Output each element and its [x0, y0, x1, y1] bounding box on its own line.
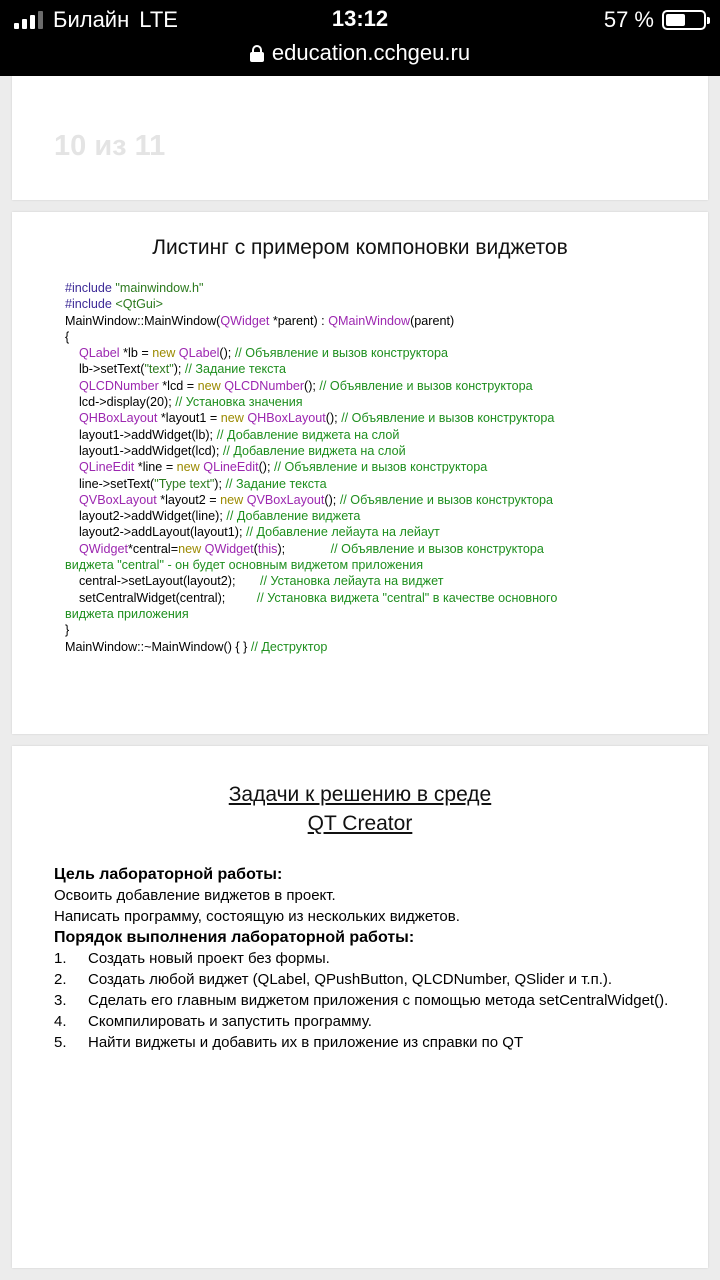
code-token: // Установка лейаута на виджет — [259, 574, 444, 589]
slide-code-listing — [12, 212, 708, 734]
code-token: new — [220, 492, 247, 507]
status-right — [604, 6, 706, 34]
code-token: lcd->display(20); — [65, 395, 176, 410]
code-token: // Объявление и вызов конструктора — [319, 378, 533, 393]
code-token: // Объявление и вызов конструктора — [288, 541, 544, 556]
code-token: this — [257, 541, 278, 556]
code-token: // Добавление лейаута на лейаут — [245, 525, 440, 540]
step-item — [54, 969, 674, 990]
code-token: QMainWindow — [328, 313, 411, 328]
code-token: layout1->addWidget(lcd); — [65, 443, 223, 458]
code-token: lb->setText( — [65, 362, 145, 377]
code-token: виджета приложения — [65, 606, 189, 621]
code-line — [65, 508, 665, 524]
code-token: // Добавление виджета на слой — [222, 443, 406, 458]
url-text[interactable]: education.cchgeu.ru — [271, 40, 471, 65]
step-text: Создать новый проект без формы. — [88, 950, 330, 967]
step-item — [54, 1011, 674, 1032]
listing-title: Листинг с примером компоновки виджетов — [152, 236, 568, 259]
code-line — [65, 280, 665, 296]
code-token: // Установка виджета "central" в качестве основного — [256, 590, 558, 605]
code-token: "Type text" — [154, 476, 215, 491]
step-number: 1. — [54, 950, 67, 967]
code-token: ); — [277, 541, 289, 556]
code-token — [65, 346, 79, 360]
step-text: Скомпилировать и запустить программу. — [88, 1013, 372, 1030]
goal-line: Освоить добавление виджетов в проект. — [54, 887, 336, 904]
code-line — [65, 410, 665, 426]
code-token: QWidget — [204, 541, 254, 556]
step-item — [54, 990, 674, 1011]
goal-line: Написать программу, состоящую из нескольких виджетов. — [54, 908, 460, 925]
code-token: // Задание текста — [225, 476, 327, 491]
slide-tasks — [12, 746, 708, 1268]
code-token: // Установка значения — [175, 395, 303, 410]
code-token — [65, 379, 79, 393]
battery-icon — [662, 10, 706, 30]
code-listing — [65, 280, 665, 655]
code-token: new — [178, 541, 205, 556]
code-token: *layout1 = — [157, 411, 221, 426]
code-token: (); — [219, 346, 235, 361]
battery-percent: 57 % — [603, 7, 654, 32]
code-line — [65, 361, 665, 377]
code-line — [65, 541, 665, 557]
steps-list — [54, 948, 674, 1053]
code-line — [65, 394, 665, 410]
code-token: MainWindow::~MainWindow() { } — [65, 639, 251, 654]
code-token: central->setLayout(layout2); — [65, 574, 260, 589]
code-token: "mainwindow.h" — [115, 281, 204, 295]
code-token: "text" — [144, 362, 174, 377]
address-bar[interactable] — [0, 38, 720, 68]
step-text: Сделать его главным виджетом приложения с помощью метода setCentralWidget(). — [88, 992, 669, 1009]
code-line — [65, 573, 665, 589]
code-token: виджета "central" - он будет основным виджетом приложения — [65, 558, 424, 573]
code-token: // Объявление и вызов конструктора — [341, 411, 555, 426]
code-token: *central= — [128, 541, 179, 556]
code-line — [65, 639, 665, 655]
code-token: ); — [173, 362, 185, 377]
code-token: // Объявление и вызов конструктора — [339, 492, 554, 507]
code-token: // Добавление виджета — [226, 509, 361, 524]
code-token: // Добавление виджета на слой — [216, 427, 400, 442]
code-token: { — [65, 329, 70, 344]
goal-heading: Цель лабораторной работы: — [54, 866, 283, 883]
code-token: ); — [214, 476, 226, 491]
code-token: (); — [304, 378, 320, 393]
step-text: Найти виджеты и добавить их в приложение из справки по QT — [88, 1034, 524, 1051]
steps-heading: Порядок выполнения лабораторной работы: — [54, 929, 415, 946]
code-token: QHBoxLayout — [247, 411, 326, 426]
code-token: new — [176, 460, 204, 475]
code-line — [65, 622, 665, 638]
code-token: QHBoxLayout — [79, 411, 158, 426]
code-token: ( — [253, 541, 258, 556]
code-token: (); — [325, 411, 342, 426]
browser-top-bar — [0, 0, 720, 76]
code-token: QLineEdit — [203, 460, 259, 475]
slide-page-10 — [12, 76, 708, 200]
code-line — [65, 427, 665, 443]
step-number: 4. — [54, 1013, 67, 1030]
code-token: // Объявление и вызов конструктора — [234, 346, 449, 361]
code-line — [65, 443, 665, 459]
code-line — [65, 476, 665, 492]
step-item — [54, 1032, 674, 1053]
code-token — [65, 542, 79, 556]
code-token: new — [152, 346, 179, 361]
code-line — [65, 590, 665, 606]
step-text: Создать любой виджет (QLabel, QPushButton, QLCDNumber, QSlider и т.п.). — [88, 971, 613, 988]
code-token — [65, 493, 79, 507]
code-token — [65, 460, 79, 474]
code-token: *lcd = — [158, 378, 198, 393]
code-line — [65, 378, 665, 394]
code-token: QWidget — [220, 313, 270, 328]
page-counter: 10 из 11 — [54, 130, 166, 162]
step-number: 5. — [54, 1034, 67, 1051]
code-token: *line = — [134, 460, 177, 475]
code-token: QLabel — [178, 346, 220, 361]
carrier-name: Билайн — [53, 7, 130, 32]
code-token: QVBoxLayout — [246, 492, 325, 507]
code-line — [65, 492, 665, 508]
step-number: 3. — [54, 992, 67, 1009]
code-line — [65, 296, 665, 312]
code-token: layout2->addLayout(layout1); — [65, 525, 246, 540]
code-token: #include — [65, 281, 116, 295]
code-token: new — [220, 411, 248, 426]
code-line — [65, 313, 665, 329]
step-item — [54, 948, 674, 969]
code-token: *lb = — [119, 346, 153, 361]
code-line — [65, 329, 665, 345]
network-type: LTE — [139, 7, 178, 32]
code-line — [65, 606, 665, 622]
code-token: MainWindow::MainWindow( — [65, 313, 221, 328]
code-token: QLCDNumber — [79, 378, 159, 393]
code-line — [65, 345, 665, 361]
code-token: QVBoxLayout — [79, 492, 157, 507]
code-token: layout2->addWidget(line); — [65, 509, 227, 524]
code-line — [65, 557, 665, 573]
code-line — [65, 459, 665, 475]
code-token — [65, 411, 79, 425]
tasks-title-line2: QT Creator — [307, 812, 413, 835]
code-token: setCentralWidget(central); — [65, 590, 257, 605]
code-token: #include — [65, 297, 116, 312]
code-token: QLabel — [79, 346, 120, 361]
code-token: layout1->addWidget(lb); — [65, 427, 217, 442]
step-number: 2. — [54, 971, 67, 988]
code-token: new — [197, 378, 225, 393]
code-token: *parent) : — [269, 313, 329, 328]
clock: 13:12 — [331, 6, 389, 31]
code-line — [65, 524, 665, 540]
code-token: // Деструктор — [250, 639, 328, 654]
code-token: QLineEdit — [79, 460, 135, 475]
code-token: } — [65, 623, 70, 638]
tasks-title-line1: Задачи к решению в среде — [228, 783, 492, 806]
code-token: line->setText( — [65, 476, 155, 491]
lock-icon — [250, 45, 264, 62]
code-token: // Задание текста — [184, 362, 287, 377]
code-token: <QtGui> — [115, 297, 164, 312]
code-token: (); — [324, 492, 340, 507]
tasks-title — [12, 780, 708, 838]
code-token: *layout2 = — [156, 492, 221, 507]
code-token: (); — [258, 460, 274, 475]
tasks-body — [54, 864, 674, 1053]
code-token: QLCDNumber — [224, 378, 305, 393]
code-token: (parent) — [410, 313, 455, 328]
code-token: // Объявление и вызов конструктора — [273, 460, 488, 475]
code-token: QWidget — [79, 541, 128, 556]
